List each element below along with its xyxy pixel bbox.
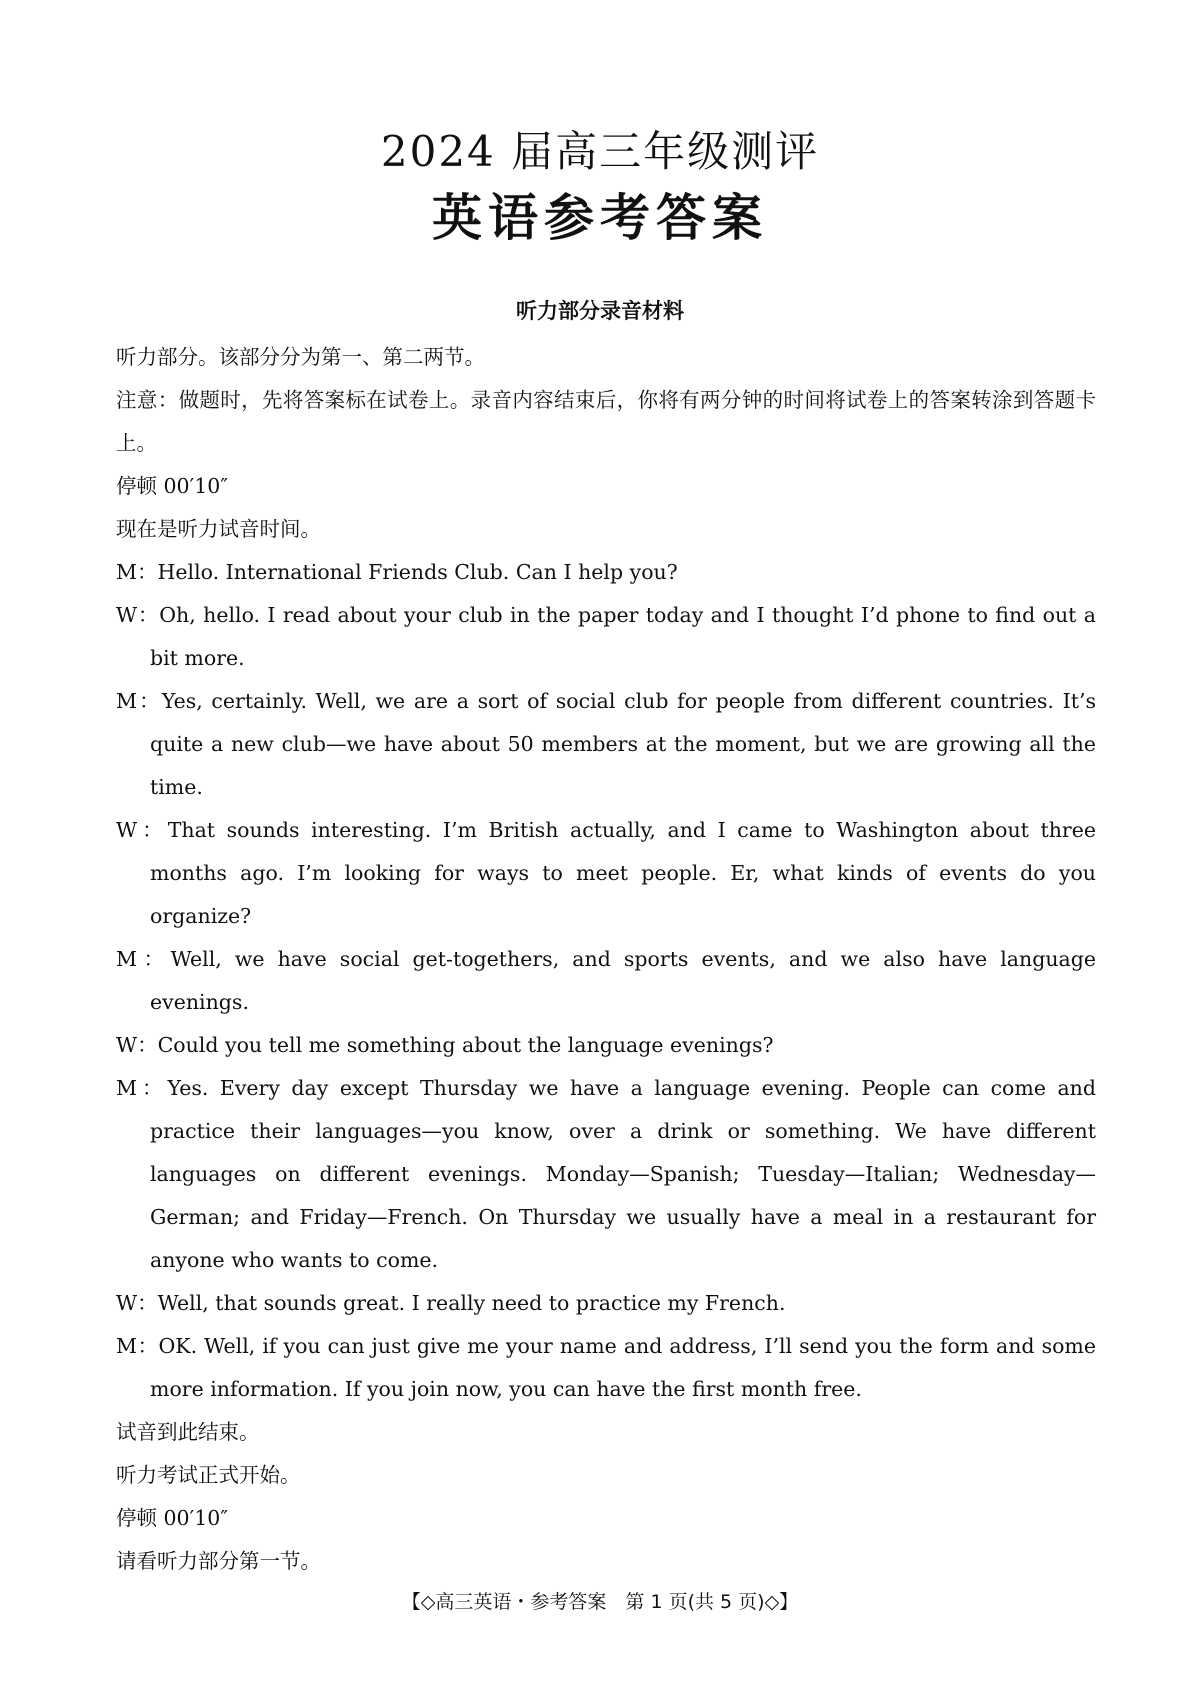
dialogue-line [116, 1282, 1096, 1325]
dialogue-text: That sounds interesting. I’m British actually, and I came to Washington about three months ago. I’m looking for ways to meet people. Er, what kinds of events do you organize? [150, 818, 1096, 928]
speaker-label: W： [116, 1291, 158, 1315]
dialogue-text: Yes, certainly. Well, we are a sort of social club for people from different countries. It’s quite a new club—we have about 50 members at the moment, but we are growing all the time. [150, 689, 1096, 799]
dialogue-line [116, 809, 1096, 938]
dialogue-line [116, 1325, 1096, 1411]
test-start-note: 现在是听力试音时间。 [116, 517, 321, 541]
dialogue-line [116, 1024, 1096, 1067]
dialogue-text: Hello. International Friends Club. Can I help you? [157, 560, 678, 584]
dialogue-line [116, 551, 1096, 594]
dialogue-line [116, 938, 1096, 1024]
dialogue-line [116, 680, 1096, 809]
page-title: 2024 届高三年级测评 [380, 127, 820, 176]
dialogue-text: Could you tell me something about the language evenings? [157, 1033, 774, 1057]
speaker-label: W： [116, 603, 160, 627]
speaker-label: W： [116, 818, 168, 842]
speaker-label: M： [116, 1076, 168, 1100]
dialogue-text: Yes. Every day except Thursday we have a language evening. People can come and practice their languages—you know, over a drink or something. We have different languages on different evenings. Monday—Spanish; Tuesday—Italian; Wednesday—German; and Friday—French. On Thursday we usually have a meal in a restaurant for anyone who wants to come. [150, 1076, 1096, 1272]
pause-marker: 停顿 00′10″ [116, 474, 228, 498]
speaker-label: M： [116, 947, 171, 971]
speaker-label: M： [116, 689, 162, 713]
speaker-label: M： [116, 1334, 159, 1358]
page-subtitle: 英语参考答案 [432, 189, 768, 247]
exam-start-note: 听力考试正式开始。 [116, 1463, 301, 1487]
dialogue-text: Well, that sounds great. I really need to practice my French. [157, 1291, 786, 1315]
intro-paragraph: 听力部分。该部分分为第一、第二两节。 [116, 345, 485, 369]
dialogue-line [116, 1067, 1096, 1282]
dialogue-line [116, 594, 1096, 680]
dialogue-text: OK. Well, if you can just give me your name and address, I’ll send you the form and some more information. If you join now, you can have the first month free. [150, 1334, 1096, 1401]
speaker-label: M： [116, 560, 158, 584]
pause-marker: 停顿 00′10″ [116, 1506, 228, 1530]
section-heading: 听力部分录音材料 [516, 299, 684, 323]
page-footer: 【◇高三英语・参考答案 第 1 页(共 5 页)◇】 [401, 1591, 799, 1613]
transcript-body [116, 336, 1096, 1583]
instruction-paragraph: 注意：做题时，先将答案标在试卷上。录音内容结束后，你将有两分钟的时间将试卷上的答案转涂到答题卡上。 [116, 388, 1096, 455]
test-end-note: 试音到此结束。 [116, 1420, 260, 1444]
dialogue-text: Well, we have social get-togethers, and sports events, and we also have language evenings. [150, 947, 1096, 1014]
speaker-label: W： [116, 1033, 158, 1057]
dialogue-text: Oh, hello. I read about your club in the paper today and I thought I’d phone to find out a bit more. [150, 603, 1096, 670]
section-one-note: 请看听力部分第一节。 [116, 1549, 321, 1573]
